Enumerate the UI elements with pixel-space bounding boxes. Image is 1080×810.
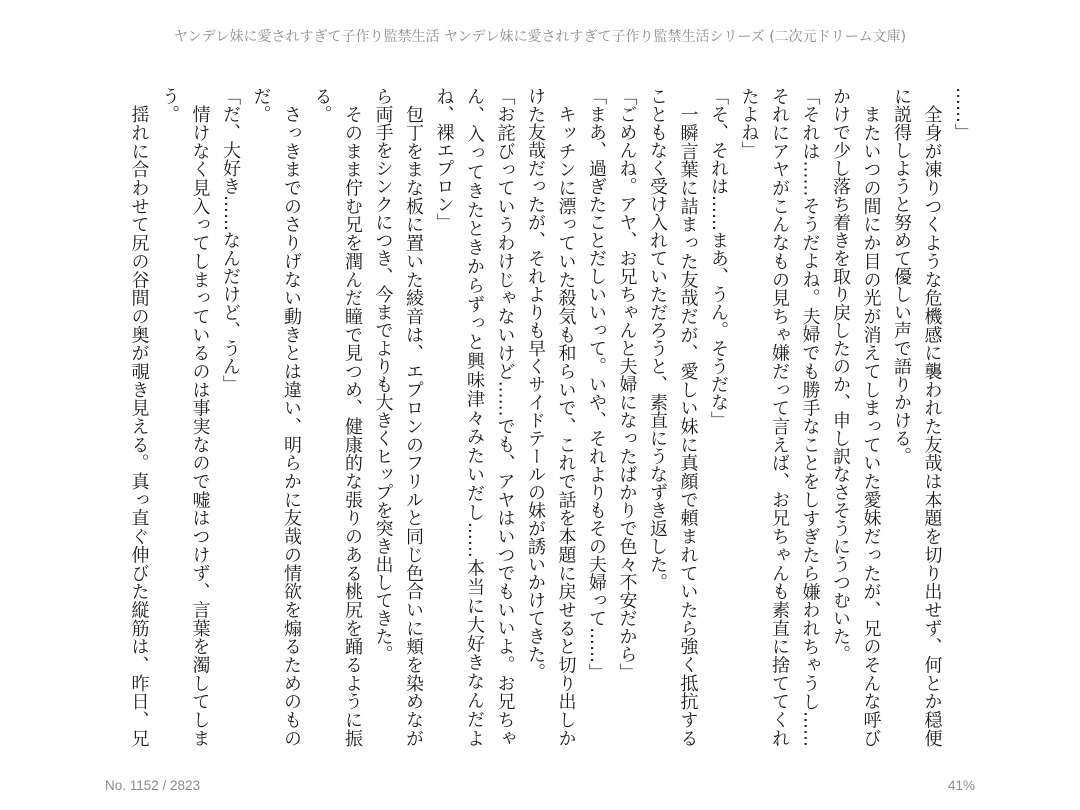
text-line: 情けなく見入ってしまっているのは事実なので嘘はつけず、言葉を濁してしま bbox=[189, 87, 211, 747]
text-line: またいつの間にか目の光が消えてしまっていた愛妹だったが、兄のそんな呼び bbox=[860, 87, 882, 747]
text-line: キッチンに漂っていた殺気も和らいで、これで話を本題に戻せると切り出しか bbox=[555, 87, 577, 747]
text-line: だ。 bbox=[250, 87, 272, 123]
text-line: 「ごめんね。アヤ、お兄ちゃんと夫婦になったばかりで色々不安だから」 bbox=[616, 87, 638, 681]
text-line: かけで少し落ち着きを取り戻したのか、申し訳なさそうにうつむいた。 bbox=[830, 87, 851, 663]
text-line: 揺れに合わせて尻の谷間の奥が覗き見える。真っ直ぐ伸びた縦筋は、昨日、兄 bbox=[128, 87, 150, 747]
text-line: そのまま佇む兄を潤んだ瞳で見つめ、健康的な張りのある桃尻を踊るように振 bbox=[342, 87, 363, 747]
text-line: たよね」 bbox=[738, 87, 760, 159]
text-line: 一瞬言葉に詰まった友哉だが、愛しい妹に真顔で頼まれていたら強く抵抗する bbox=[677, 87, 699, 747]
text-line: さっきまでのさりげない動きとは違い、明らかに友哉の情欲を煽るためのもの bbox=[281, 87, 302, 747]
text-line: 包丁をまな板に置いた綾音は、エプロンのフリルと同じ色合いに頬を染めなが bbox=[403, 87, 424, 747]
text-line: う。 bbox=[159, 87, 180, 123]
text-line: 「まあ、過ぎたことだしいいって。いや、それよりもその夫婦って……」 bbox=[586, 87, 607, 681]
text-line: 「お詫びっていうわけじゃないけど……でも、アヤはいつでもいいよ。お兄ちゃ bbox=[494, 87, 516, 747]
text-line: けた友哉だったが、それよりも早くサイドテールの妹が誘いかけてきた。 bbox=[525, 87, 546, 681]
text-line: ん、入ってきたときからずっと興味津々みたいだし……本当に大好きなんだよ bbox=[464, 87, 485, 747]
text-line: こともなく受け入れていただろうと、素直にうなずき返した。 bbox=[647, 87, 668, 591]
text-line: る。 bbox=[311, 87, 333, 123]
text-line: ……」 bbox=[952, 87, 973, 141]
text-line: 全身が凍りつくような危機感に襲われた友哉は本題を切り出せず、何とか穏便 bbox=[921, 87, 943, 747]
text-line: 「それは……そうだよね。夫婦でも勝手なことをしすぎたら嫌われちゃうし…… bbox=[799, 87, 821, 748]
text-line: 「だ、大好き……なんだけど、うん」 bbox=[220, 87, 241, 393]
location-indicator[interactable]: No. 1152 / 2823 bbox=[105, 778, 201, 793]
text-line: ら両手をシンクにつき、今までよりも大きくヒップを突き出してきた。 bbox=[372, 87, 394, 663]
text-line: それにアヤがこんなもの見ちゃ嫌だって言えば、お兄ちゃんも素直に捨ててくれ bbox=[769, 87, 790, 747]
text-line: ね、裸エプロン」 bbox=[433, 87, 455, 231]
text-line: に説得しようと努めて優しい声で語りかける。 bbox=[891, 87, 912, 465]
reading-progress-percent: 41% bbox=[947, 778, 975, 793]
book-title: ヤンデレ妹に愛されすぎて子作り監禁生活 ヤンデレ妹に愛されすぎて子作り監禁生活シリーズ (二次元ドリーム文庫) bbox=[173, 29, 907, 45]
reader-page[interactable] bbox=[123, 87, 977, 747]
text-line: 「そ、それは……まあ、うん。そうだな」 bbox=[708, 87, 729, 429]
